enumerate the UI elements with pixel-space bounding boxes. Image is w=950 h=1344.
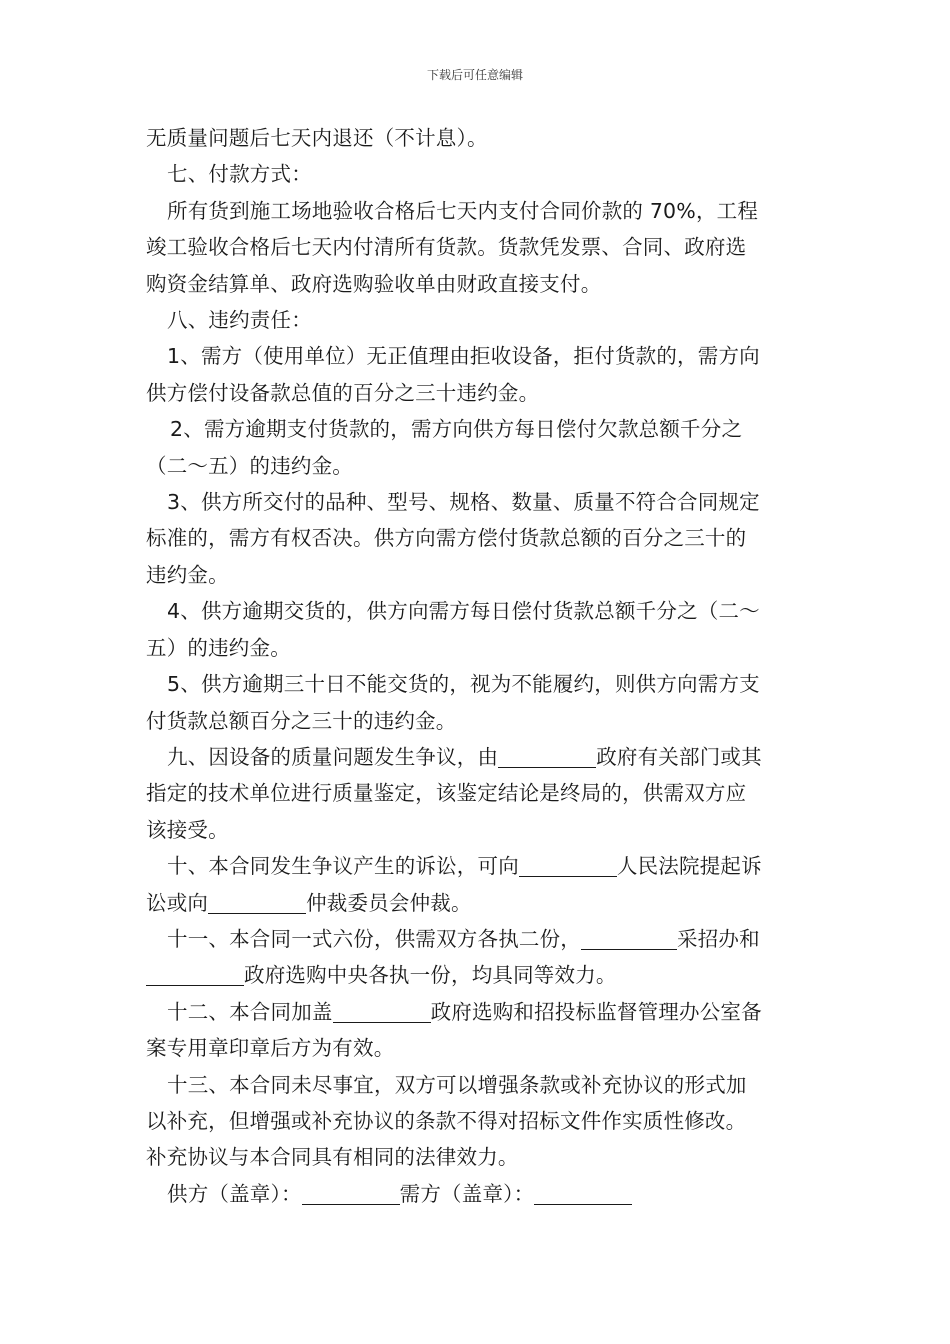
text-line: 十三、本合同未尽事宜，双方可以增强条款或补充协议的形式加 — [167, 1072, 747, 1097]
fill-in-blank[interactable] — [146, 963, 244, 986]
text-line: 补充协议与本合同具有相同的法律效力。 — [146, 1145, 519, 1170]
text-line: 五）的违约金。 — [146, 635, 291, 660]
text-line: 供方偿付设备款总值的百分之三十违约金。 — [146, 380, 540, 405]
text-line: 十、本合同发生争议产生的诉讼，可向 人民法院提起诉 — [167, 854, 762, 879]
fill-in-blank[interactable] — [208, 891, 306, 914]
text-line: （二～五）的违约金。 — [146, 453, 353, 478]
text-line: 5、供方逾期三十日不能交货的，视为不能履约，则供方向需方支 — [167, 672, 760, 697]
contract-body — [146, 120, 810, 1212]
text-line: 十二、本合同加盖 政府选购和招投标监督管理办公室备 — [167, 999, 762, 1024]
fill-in-blank[interactable] — [581, 927, 677, 950]
text-line: 政府选购中央各执一份，均具同等效力。 — [146, 957, 810, 993]
text-line: 十一、本合同一式六份，供需双方各执二份， 采招办和 — [167, 926, 760, 951]
text-line: 1、需方（使用单位）无正值理由拒收设备，拒付货款的，需方向 — [167, 344, 760, 369]
text-line: 九、因设备的质量问题发生争议，由 政府有关部门或其 — [167, 744, 762, 769]
text-line: 3、供方所交付的品种、型号、规格、数量、质量不符合合同规定 — [167, 490, 760, 515]
text-line: 以补充，但增强或补充协议的条款不得对招标文件作实质性修改。 — [146, 1108, 747, 1133]
page-header: 下载后可任意编辑 — [426, 68, 523, 82]
text-line: 违约金。 — [146, 562, 229, 587]
signature-line: 供方（盖章）： 需方（盖章）： — [146, 1176, 810, 1212]
text-line: 讼或向 仲裁委员会仲裁。 — [146, 890, 472, 915]
section-heading: 八、违约责任： — [167, 308, 312, 333]
section-heading: 七、付款方式： — [167, 162, 312, 187]
text-line: 竣工验收合格后七天内付清所有货款。货款凭发票、合同、政府选 — [146, 235, 747, 260]
text-line: 无质量问题后七天内退还（不计息）。 — [146, 126, 488, 150]
text-line: 付货款总额百分之三十的违约金。 — [146, 708, 457, 733]
fill-in-blank[interactable] — [498, 745, 596, 768]
buyer-seal-blank[interactable] — [534, 1182, 632, 1205]
fill-in-blank[interactable] — [333, 1000, 431, 1023]
text-line: 购资金结算单、政府选购验收单由财政直接支付。 — [146, 271, 602, 296]
fill-in-blank[interactable] — [519, 854, 617, 877]
text-line: 所有货到施工场地验收合格后七天内支付合同价款的 70%，工程 — [167, 198, 759, 223]
text-line: 2、需方逾期支付货款的，需方向供方每日偿付欠款总额千分之 — [170, 417, 743, 442]
text-line: 案专用章印章后方为有效。 — [146, 1036, 395, 1061]
text-line: 标准的，需方有权否决。供方向需方偿付货款总额的百分之三十的 — [146, 526, 747, 551]
text-line: 4、供方逾期交货的，供方向需方每日偿付货款总额千分之（二～ — [167, 599, 760, 624]
supplier-seal-blank[interactable] — [302, 1182, 400, 1205]
text-line: 指定的技术单位进行质量鉴定，该鉴定结论是终局的，供需双方应 — [146, 781, 747, 806]
text-line: 该接受。 — [146, 817, 229, 842]
